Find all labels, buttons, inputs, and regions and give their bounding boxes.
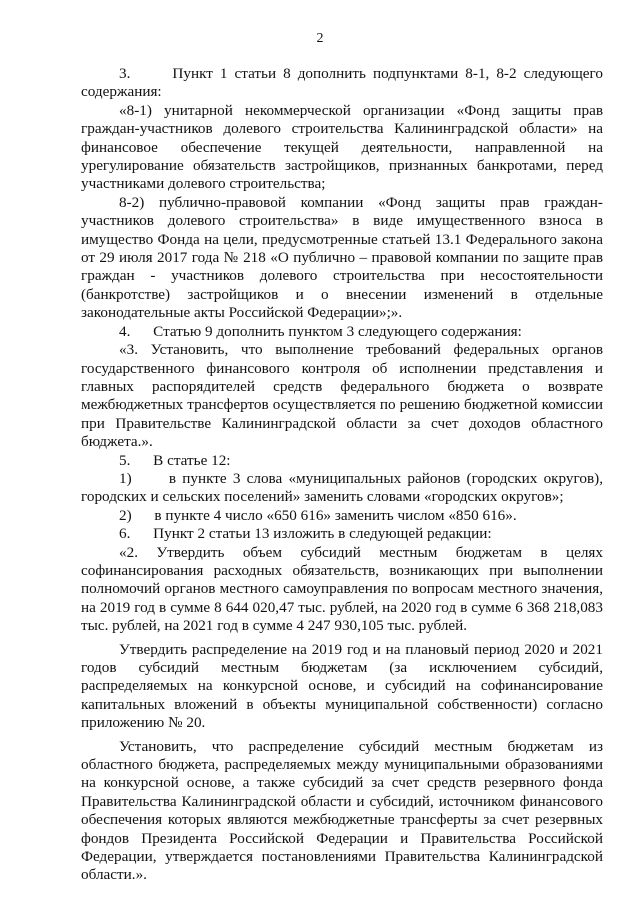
document-body [81,65,603,885]
paragraph-item-5-sub-2: 2) в пункте 4 число «650 616» заменить числом «850 616». [119,506,517,524]
paragraph-distribution: Утвердить распределение на 2019 год и на плановый период 2020 и 2021 годов субсидий местным бюджетам (за исключением субсидий, распределяемых на конкурсной основе, и субсидий на софинансирование капитальных вложений в объекты муниципальной собственности) согласно приложению № 20. [81,640,603,732]
paragraph-item-3: 3. Пункт 1 статьи 8 дополнить подпунктами 8-1, 8-2 следующего содержания: [81,65,603,101]
paragraph-subitem-8-1: «8-1) унитарной некоммерческой организации «Фонд защиты прав граждан-участников долевого строительства Калининградской области» на финансовое обеспечение текущей деятельности, направленной на урегулирование обязательств застройщиков, признанных банкротами, перед участниками долевого строительства; [81,101,603,193]
paragraph-item-4: 4. Статью 9 дополнить пунктом 3 следующего содержания: [119,322,522,340]
paragraph-item-6-text: «2. Утвердить объем субсидий местным бюджетам в целях софинансирования расходных обязательств, возникающих при выполнении полномочий органов местного самоуправления по вопросам местного значения, на 2019 год в сумме 8 644 020,47 тыс. рублей, на 2020 год в сумме 6 368 218,083 тыс. рублей, на 2021 год в сумме 4 247 930,105 тыс. рублей. [81,543,603,635]
paragraph-item-4-text: «3. Установить, что выполнение требований федеральных органов государственного финансового контроля об исполнении представления и главных распорядителей средств федерального бюджета о возврате межбюджетных трансфертов осуществляется по решению бюджетной комиссии при Правительстве Калининградской области за счет доходов областного бюджета.». [81,341,603,451]
page-number: 2 [316,31,324,46]
paragraph-establish: Установить, что распределение субсидий местным бюджетам из областного бюджета, распределяемых между муниципальными образованиями на конкурсной основе, а также субсидий за счет средств резервного фонда Правительства Калининградской области и субсидий, источником финансового обеспечения которых являются межбюджетные трансферты за счет резервных фондов Президента Российской Федерации и Правительства Российской Федерации, утверждается постановлениями Правительства Калининградской области.». [81,737,603,884]
paragraph-item-5: 5. В статье 12: [119,451,231,469]
paragraph-item-5-sub-1: 1) в пункте 3 слова «муниципальных районов (городских округов), городских и сельских поселений» заменить словами «городских округов»; [81,469,603,506]
paragraph-item-6: 6. Пункт 2 статьи 13 изложить в следующей редакции: [119,525,492,543]
paragraph-subitem-8-2: 8-2) публично-правовой компании «Фонд защиты прав граждан-участников долевого строительства» в виде имущественного взноса в имущество Фонда на цели, предусмотренные статьей 13.1 Федерального закона от 29 июля 2017 года № 218 «О публично – правовой компании по защите прав граждан - участников долевого строительства при несостоятельности (банкротстве) застройщиков и о внесении изменений в отдельные законодательные акты Российской Федерации»;». [81,193,603,322]
